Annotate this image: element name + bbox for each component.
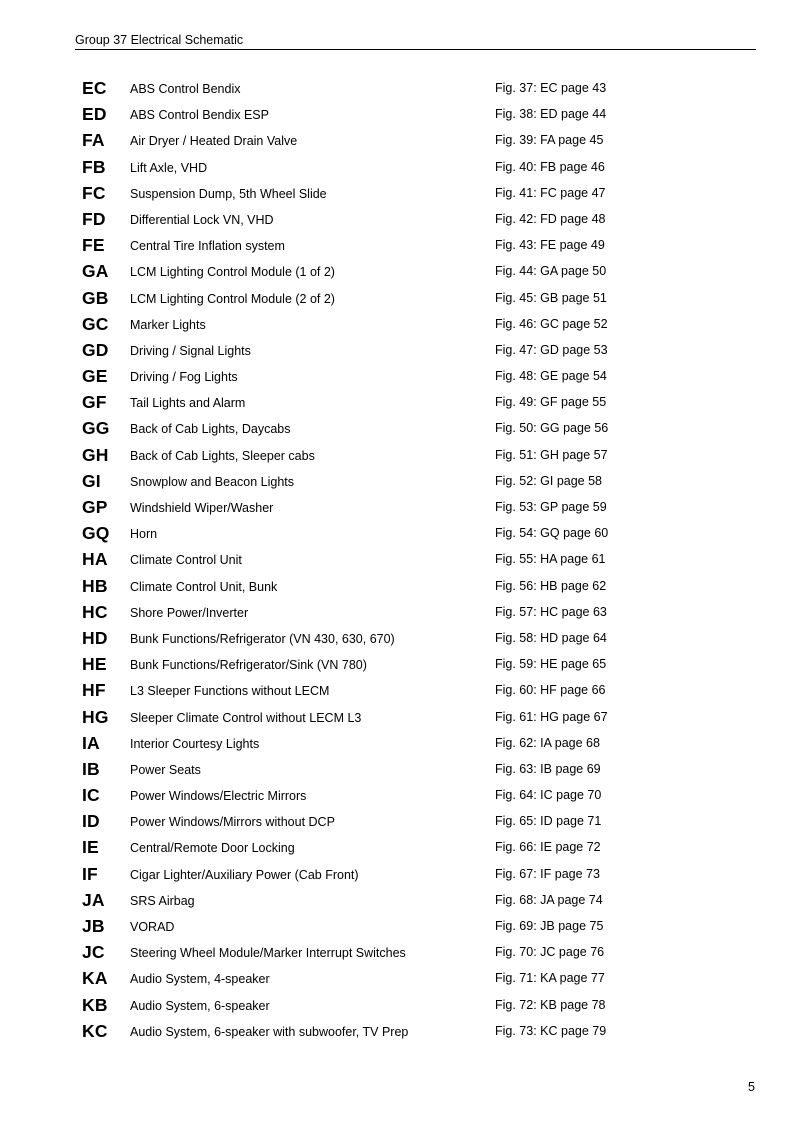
- index-entry: [0, 676, 793, 702]
- entry-figure-reference[interactable]: Fig. 54: GQ page 60: [495, 526, 609, 541]
- entry-description: Audio System, 4-speaker: [130, 972, 270, 987]
- entry-figure-reference[interactable]: Fig. 48: GE page 54: [495, 369, 607, 384]
- index-entry: [0, 126, 793, 152]
- entry-figure-reference[interactable]: Fig. 71: KA page 77: [495, 971, 605, 986]
- index-entry: [0, 74, 793, 100]
- entry-description: Air Dryer / Heated Drain Valve: [130, 134, 298, 149]
- entry-figure-reference[interactable]: Fig. 56: HB page 62: [495, 578, 607, 593]
- index-entry: [0, 650, 793, 676]
- entry-description: Central/Remote Door Locking: [130, 841, 295, 856]
- index-entry: [0, 336, 793, 362]
- entry-code: GH: [82, 444, 109, 465]
- entry-figure-reference[interactable]: Fig. 43: FE page 49: [495, 238, 605, 253]
- entry-description: Marker Lights: [130, 317, 206, 332]
- index-entry: [0, 991, 793, 1017]
- entry-figure-reference[interactable]: Fig. 39: FA page 45: [495, 133, 604, 148]
- entry-code: HA: [82, 549, 108, 570]
- entry-description: VORAD: [130, 920, 175, 934]
- index-entry: [0, 519, 793, 545]
- entry-code: GA: [82, 261, 109, 282]
- entry-figure-reference[interactable]: Fig. 69: JB page 75: [495, 919, 604, 933]
- index-entry: [0, 729, 793, 755]
- entry-code: FE: [82, 235, 105, 256]
- entry-description: Audio System, 6-speaker with subwoofer, TV Prep: [130, 1024, 409, 1039]
- entry-figure-reference[interactable]: Fig. 46: GC page 52: [495, 316, 608, 331]
- entry-description: Steering Wheel Module/Marker Interrupt Switches: [130, 946, 406, 961]
- entry-description: Differential Lock VN, VHD: [130, 212, 274, 227]
- entry-description: Windshield Wiper/Washer: [130, 501, 274, 515]
- page-number: 5: [748, 1080, 755, 1094]
- entry-figure-reference[interactable]: Fig. 67: IF page 73: [495, 866, 600, 881]
- entry-figure-reference[interactable]: Fig. 38: ED page 44: [495, 107, 607, 122]
- entry-description: Power Seats: [130, 762, 201, 777]
- entry-code: IC: [82, 785, 100, 806]
- entry-code: IE: [82, 837, 99, 858]
- entry-figure-reference[interactable]: Fig. 60: HF page 66: [495, 683, 606, 698]
- index-entry: [0, 886, 793, 912]
- entry-figure-reference[interactable]: Fig. 44: GA page 50: [495, 264, 607, 279]
- entry-figure-reference[interactable]: Fig. 66: IE page 72: [495, 840, 601, 855]
- entry-code: HF: [82, 680, 106, 701]
- index-entry: [0, 624, 793, 650]
- entry-description: Tail Lights and Alarm: [130, 396, 246, 411]
- entry-code: GE: [82, 366, 108, 387]
- entry-description: Driving / Fog Lights: [130, 370, 238, 385]
- index-entry: [0, 781, 793, 807]
- entry-code: EC: [82, 78, 107, 98]
- entry-description: Back of Cab Lights, Daycabs: [130, 422, 291, 437]
- entry-description: Suspension Dump, 5th Wheel Slide: [130, 186, 327, 201]
- index-entry: [0, 703, 793, 729]
- index-entry: [0, 545, 793, 571]
- index-entry: [0, 231, 793, 257]
- entry-figure-reference[interactable]: Fig. 41: FC page 47: [495, 185, 606, 200]
- entry-figure-reference[interactable]: Fig. 62: IA page 68: [495, 735, 600, 750]
- schematic-index-list: [0, 74, 793, 1043]
- entry-description: ABS Control Bendix: [130, 82, 241, 96]
- entry-figure-reference[interactable]: Fig. 63: IB page 69: [495, 761, 601, 776]
- entry-description: Central Tire Inflation system: [130, 239, 285, 254]
- entry-figure-reference[interactable]: Fig. 59: HE page 65: [495, 657, 607, 672]
- entry-description: ABS Control Bendix ESP: [130, 108, 269, 123]
- entry-figure-reference[interactable]: Fig. 45: GB page 51: [495, 290, 607, 305]
- index-entry: [0, 284, 793, 310]
- entry-description: Cigar Lighter/Auxiliary Power (Cab Front): [130, 867, 359, 882]
- entry-figure-reference[interactable]: Fig. 51: GH page 57: [495, 447, 608, 462]
- entry-figure-reference[interactable]: Fig. 50: GG page 56: [495, 421, 609, 436]
- index-entry: [0, 572, 793, 598]
- page-header: [75, 33, 756, 50]
- entry-description: Driving / Signal Lights: [130, 343, 251, 358]
- entry-description: Sleeper Climate Control without LECM L3: [130, 710, 362, 725]
- entry-description: LCM Lighting Control Module (1 of 2): [130, 265, 335, 280]
- index-entry: [0, 860, 793, 886]
- entry-figure-reference[interactable]: Fig. 58: HD page 64: [495, 630, 607, 645]
- entry-code: JB: [82, 916, 105, 936]
- entry-description: Bunk Functions/Refrigerator/Sink (VN 780): [130, 658, 367, 673]
- entry-figure-reference[interactable]: Fig. 64: IC page 70: [495, 788, 602, 803]
- entry-code: KC: [82, 1020, 108, 1041]
- entry-figure-reference[interactable]: Fig. 52: GI page 58: [495, 473, 603, 488]
- entry-code: GD: [82, 339, 109, 360]
- entry-code: IF: [82, 863, 98, 884]
- entry-code: GP: [82, 497, 108, 517]
- entry-code: HE: [82, 654, 107, 675]
- entry-code: HG: [82, 706, 109, 727]
- entry-code: HB: [82, 575, 108, 596]
- entry-code: FA: [82, 130, 105, 151]
- entry-code: GG: [82, 418, 110, 439]
- index-entry: [0, 912, 793, 938]
- entry-description: Climate Control Unit, Bunk: [130, 579, 278, 594]
- index-entry: [0, 205, 793, 231]
- entry-description: Audio System, 6-speaker: [130, 998, 270, 1013]
- index-entry: [0, 179, 793, 205]
- entry-description: Snowplow and Beacon Lights: [130, 474, 295, 489]
- entry-figure-reference[interactable]: Fig. 70: JC page 76: [495, 945, 605, 960]
- entry-figure-reference[interactable]: Fig. 47: GD page 53: [495, 342, 608, 357]
- entry-code: KB: [82, 994, 108, 1015]
- entry-description: Power Windows/Electric Mirrors: [130, 789, 307, 804]
- entry-figure-reference[interactable]: Fig. 73: KC page 79: [495, 1023, 607, 1038]
- entry-description: Back of Cab Lights, Sleeper cabs: [130, 448, 315, 463]
- entry-code: HC: [82, 601, 108, 622]
- entry-description: Lift Axle, VHD: [130, 160, 208, 175]
- entry-figure-reference[interactable]: Fig. 53: GP page 59: [495, 500, 607, 514]
- entry-figure-reference[interactable]: Fig. 61: HG page 67: [495, 709, 608, 724]
- entry-code: ED: [82, 104, 107, 125]
- entry-code: GC: [82, 313, 109, 334]
- entry-figure-reference[interactable]: Fig. 55: HA page 61: [495, 552, 606, 567]
- index-entry: [0, 153, 793, 179]
- index-entry: [0, 388, 793, 414]
- entry-code: ID: [82, 811, 100, 832]
- entry-figure-reference[interactable]: Fig. 72: KB page 78: [495, 997, 606, 1012]
- entry-description: Interior Courtesy Lights: [130, 736, 260, 751]
- index-entry: [0, 938, 793, 964]
- index-entry: [0, 964, 793, 990]
- entry-code: GB: [82, 287, 109, 308]
- entry-figure-reference[interactable]: Fig. 68: JA page 74: [495, 892, 603, 907]
- entry-description: Horn: [130, 527, 158, 542]
- entry-description: Bunk Functions/Refrigerator (VN 430, 630, 670): [130, 631, 395, 646]
- index-entry: [0, 833, 793, 859]
- entry-description: Climate Control Unit: [130, 553, 242, 568]
- index-entry: [0, 441, 793, 467]
- entry-figure-reference[interactable]: Fig. 42: FD page 48: [495, 211, 606, 226]
- index-entry: [0, 467, 793, 493]
- entry-description: SRS Airbag: [130, 893, 195, 908]
- entry-figure-reference[interactable]: Fig. 49: GF page 55: [495, 395, 607, 410]
- index-entry: [0, 755, 793, 781]
- entry-code: KA: [82, 968, 108, 989]
- entry-code: IA: [82, 732, 100, 753]
- index-entry: [0, 807, 793, 833]
- entry-code: JC: [82, 942, 105, 963]
- entry-code: JA: [82, 889, 105, 910]
- entry-figure-reference[interactable]: Fig. 57: HC page 63: [495, 604, 607, 619]
- index-entry: [0, 310, 793, 336]
- entry-description: L3 Sleeper Functions without LECM: [130, 684, 330, 699]
- entry-description: Power Windows/Mirrors without DCP: [130, 815, 335, 830]
- entry-code: FD: [82, 208, 106, 229]
- index-entry: [0, 257, 793, 283]
- index-entry: [0, 493, 793, 519]
- index-entry: [0, 1017, 793, 1043]
- entry-code: FB: [82, 156, 106, 177]
- entry-description: Shore Power/Inverter: [130, 605, 249, 620]
- header-title: Group 37 Electrical Schematic: [75, 33, 244, 47]
- entry-figure-reference[interactable]: Fig. 37: EC page 43: [495, 81, 607, 95]
- index-entry: [0, 598, 793, 624]
- entry-code: GI: [82, 470, 101, 491]
- entry-figure-reference[interactable]: Fig. 40: FB page 46: [495, 159, 605, 174]
- entry-code: HD: [82, 627, 108, 648]
- entry-description: LCM Lighting Control Module (2 of 2): [130, 291, 335, 306]
- index-entry: [0, 100, 793, 126]
- entry-code: GF: [82, 392, 107, 413]
- entry-figure-reference[interactable]: Fig. 65: ID page 71: [495, 814, 602, 829]
- entry-code: IB: [82, 758, 100, 779]
- entry-code: GQ: [82, 523, 110, 544]
- entry-code: FC: [82, 182, 106, 203]
- index-entry: [0, 414, 793, 440]
- index-entry: [0, 362, 793, 388]
